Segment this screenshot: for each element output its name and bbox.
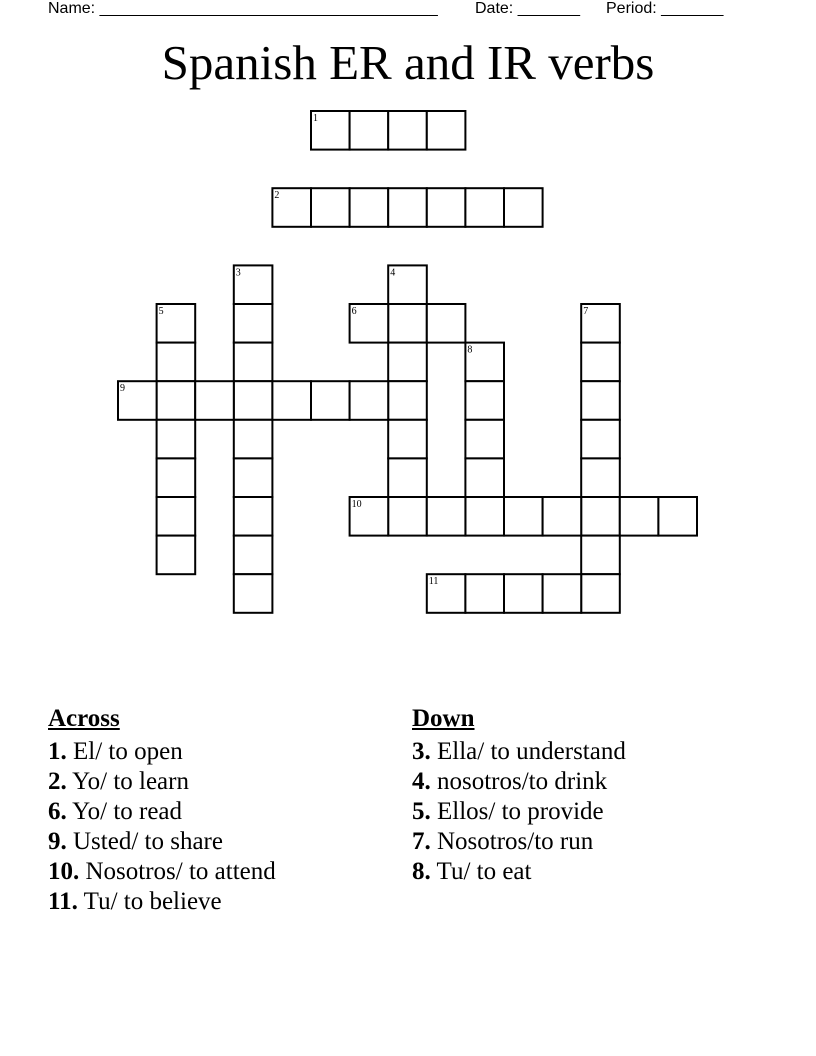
grid-cell[interactable] <box>465 574 504 613</box>
grid-cell[interactable] <box>350 111 389 150</box>
clue-number: 6. <box>48 798 67 825</box>
grid-cell[interactable] <box>157 458 196 497</box>
grid-cell[interactable] <box>504 188 543 227</box>
grid-cell[interactable] <box>388 458 427 497</box>
name-field-label: Name: ______________________________________ <box>48 0 438 17</box>
clue-text: Ella/ to understand <box>430 738 626 765</box>
grid-cell[interactable] <box>234 304 273 343</box>
down-clues <box>412 703 626 887</box>
grid-cell[interactable] <box>234 458 273 497</box>
grid-cell[interactable] <box>311 381 350 420</box>
grid-cell[interactable] <box>157 381 196 420</box>
clue-across-9 <box>48 827 276 857</box>
grid-cell[interactable] <box>427 497 466 536</box>
clue-text: Ellos/ to provide <box>430 798 604 825</box>
clue-number: 8. <box>412 858 431 885</box>
clue-across-1 <box>48 737 276 767</box>
clue-down-5 <box>412 797 626 827</box>
clue-across-6 <box>48 797 276 827</box>
grid-cell[interactable] <box>157 497 196 536</box>
grid-cell[interactable] <box>272 381 311 420</box>
page-title: Spanish ER and IR verbs <box>161 35 655 90</box>
grid-cell[interactable] <box>157 420 196 459</box>
clue-number: 7. <box>412 828 431 855</box>
grid-cell[interactable] <box>465 188 504 227</box>
clue-across-11 <box>48 887 276 917</box>
grid-cell[interactable] <box>465 381 504 420</box>
clue-number: 9. <box>48 828 67 855</box>
grid-cell[interactable] <box>581 497 620 536</box>
cell-number: 9 <box>120 383 125 395</box>
period-field-label: Period: _______ <box>606 0 724 17</box>
grid-cell[interactable] <box>581 458 620 497</box>
cell-number: 11 <box>428 576 439 588</box>
cell-number: 7 <box>583 306 589 317</box>
grid-cell[interactable] <box>581 574 620 613</box>
date-field-label: Date: _______ <box>475 0 580 17</box>
clue-across-10 <box>48 857 276 887</box>
grid-cell[interactable] <box>311 188 350 227</box>
grid-cell[interactable] <box>620 497 659 536</box>
across-clues <box>48 703 276 917</box>
cell-number: 3 <box>235 267 241 279</box>
clue-text: Tu/ to believe <box>77 888 222 915</box>
clue-number: 1. <box>48 738 67 765</box>
grid-cell[interactable] <box>388 111 427 150</box>
grid-cell[interactable] <box>427 304 466 343</box>
grid-cell[interactable] <box>543 497 582 536</box>
grid-cell[interactable] <box>350 381 389 420</box>
grid-cell[interactable] <box>388 381 427 420</box>
clue-number: 11. <box>48 888 78 915</box>
grid-cell[interactable] <box>157 343 196 382</box>
cell-number: 5 <box>158 306 164 317</box>
clue-text: nosotros/to drink <box>430 768 608 795</box>
cell-number: 2 <box>274 190 280 202</box>
cell-number: 4 <box>390 267 396 279</box>
grid-cell[interactable] <box>581 381 620 420</box>
grid-cell[interactable] <box>658 497 697 536</box>
grid-cell[interactable] <box>195 381 234 420</box>
grid-cell[interactable] <box>465 420 504 459</box>
clue-number: 5. <box>412 798 431 825</box>
cell-number: 1 <box>313 113 318 124</box>
grid-cell[interactable] <box>388 497 427 536</box>
clue-down-3 <box>412 737 626 767</box>
grid-cell[interactable] <box>234 574 273 613</box>
cell-number: 8 <box>467 344 473 356</box>
grid-cell[interactable] <box>543 574 582 613</box>
grid-cell[interactable] <box>234 343 273 382</box>
grid-cell[interactable] <box>427 111 466 150</box>
cell-number: 10 <box>351 499 362 510</box>
clue-text: Usted/ to share <box>66 828 223 855</box>
clue-text: Nosotros/to run <box>430 828 594 855</box>
cell-number: 6 <box>351 306 357 317</box>
clue-number: 2. <box>48 768 67 795</box>
grid-cell[interactable] <box>388 343 427 382</box>
clue-text: Nosotros/ to attend <box>79 858 276 885</box>
down-heading: Down <box>412 705 475 732</box>
grid-cell[interactable] <box>504 497 543 536</box>
clue-number: 3. <box>412 738 431 765</box>
grid-cell[interactable] <box>234 381 273 420</box>
clue-text: El/ to open <box>66 738 183 765</box>
clue-text: Yo/ to read <box>66 798 183 825</box>
grid-cell[interactable] <box>581 343 620 382</box>
clue-across-2 <box>48 767 276 797</box>
grid-cell[interactable] <box>581 536 620 575</box>
grid-cell[interactable] <box>388 420 427 459</box>
grid-cell[interactable] <box>427 188 466 227</box>
clue-down-8 <box>412 857 626 887</box>
grid-cell[interactable] <box>465 458 504 497</box>
grid-cell[interactable] <box>388 304 427 343</box>
grid-cell[interactable] <box>350 188 389 227</box>
clue-text: Tu/ to eat <box>430 858 532 885</box>
clue-number: 4. <box>412 768 431 795</box>
grid-cell[interactable] <box>388 188 427 227</box>
grid-cell[interactable] <box>581 420 620 459</box>
clue-down-4 <box>412 767 626 797</box>
grid-cell[interactable] <box>234 497 273 536</box>
clue-down-7 <box>412 827 626 857</box>
grid-cell[interactable] <box>157 536 196 575</box>
grid-cell[interactable] <box>504 574 543 613</box>
clue-number: 10. <box>48 858 80 885</box>
grid-cell[interactable] <box>465 497 504 536</box>
clue-text: Yo/ to learn <box>66 768 189 795</box>
grid-cell[interactable] <box>234 420 273 459</box>
grid-cell[interactable] <box>234 536 273 575</box>
across-heading: Across <box>48 705 120 732</box>
